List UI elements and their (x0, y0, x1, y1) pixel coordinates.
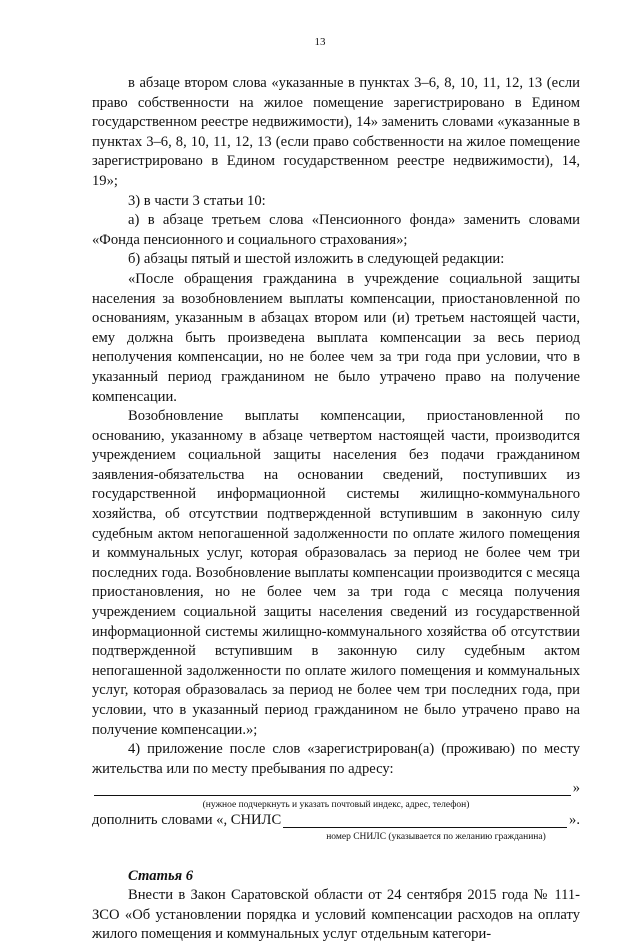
paragraph: Возобновление выплаты компенсации, приостановленной по основанию, указанному в абзаце четвертом настоящей части, производится учреждением социальной защиты населения без подачи гражданином заявления-обязательства на основании сведений, поступивших из государственной информационной системы жилищно-коммунального хозяйства, об отсутствии подтвержденной вступившим в законную силу судебным актом непогашенной задолженности по оплате жилого помещения и коммунальных услуг, которая образовалась за период не более чем три последних года. Возобновление выплаты компенсации производится с месяца приостановления, но не более чем за три года с месяца получения учреждением социальной защиты населения сведений из государственной информационной системы жилищно-коммунального хозяйства об отсутствии подтвержденной вступившим в законную силу судебным актом непогашенной задолженности по оплате жилого помещения и коммунальных услуг, которая образовалась за период не более чем три последних года, при условии, что в указанный период гражданином не было утрачено право на получение компенсации.»; (92, 408, 580, 738)
page-number: 13 (314, 36, 326, 48)
address-blank-line (94, 781, 571, 796)
snils-caption: номер СНИЛС (указывается по желанию гражданина) (326, 831, 546, 842)
closing-quote: » (572, 780, 580, 797)
document-body (92, 74, 580, 945)
paragraph: б) абзацы пятый и шестой изложить в следующей редакции: (128, 251, 505, 268)
paragraph: 3) в части 3 статьи 10: (128, 192, 266, 209)
snils-fill-row (92, 811, 580, 831)
snils-blank-line (283, 813, 567, 828)
snils-closing: ». (569, 811, 580, 828)
address-fill-row (92, 779, 580, 799)
paragraph: а) в абзаце третьем слова «Пенсионного фонда» заменить словами «Фонда пенсионного и социального страхования»; (92, 212, 580, 248)
paragraph: «После обращения гражданина в учреждение социальной защиты населения за возобновлением выплаты компенсации, приостановленной по основаниям, указанным в абзацах втором или (и) третьем настоящей части, ему должна быть произведена выплата компенсации за весь период неполучения компенсации, но не более чем за три года при условии, что в указанный период гражданином не было утрачено право на получение компенсации. (92, 270, 580, 405)
paragraph: 4) приложение после слов «зарегистрирован(а) (проживаю) по месту жительства или по месту пребывания по адресу: (92, 741, 580, 777)
article-title: Статья 6 (128, 867, 194, 884)
paragraph: Внести в Закон Саратовской области от 24 сентября 2015 года № 111-ЗСО «Об установлении порядка и условий компенсации расходов на оплату жилого помещения и коммунальных услуг отдельным категори- (92, 887, 580, 943)
address-caption: (нужное подчеркнуть и указать почтовый индекс, адрес, телефон) (202, 799, 470, 810)
paragraph: в абзаце втором слова «указанные в пунктах 3–6, 8, 10, 11, 12, 13 (если право собственности на жилое помещение зарегистрировано в Едином государственном реестре недвижимости), 14» заменить словами «указанные в пунктах 3–6, 8, 10, 11, 12, 13 (если право собственности на жилое помещение зарегистрировано в Едином государственном реестре недвижимости), 14, 19»; (92, 75, 580, 189)
snils-label: дополнить словами «, СНИЛС (92, 811, 282, 828)
